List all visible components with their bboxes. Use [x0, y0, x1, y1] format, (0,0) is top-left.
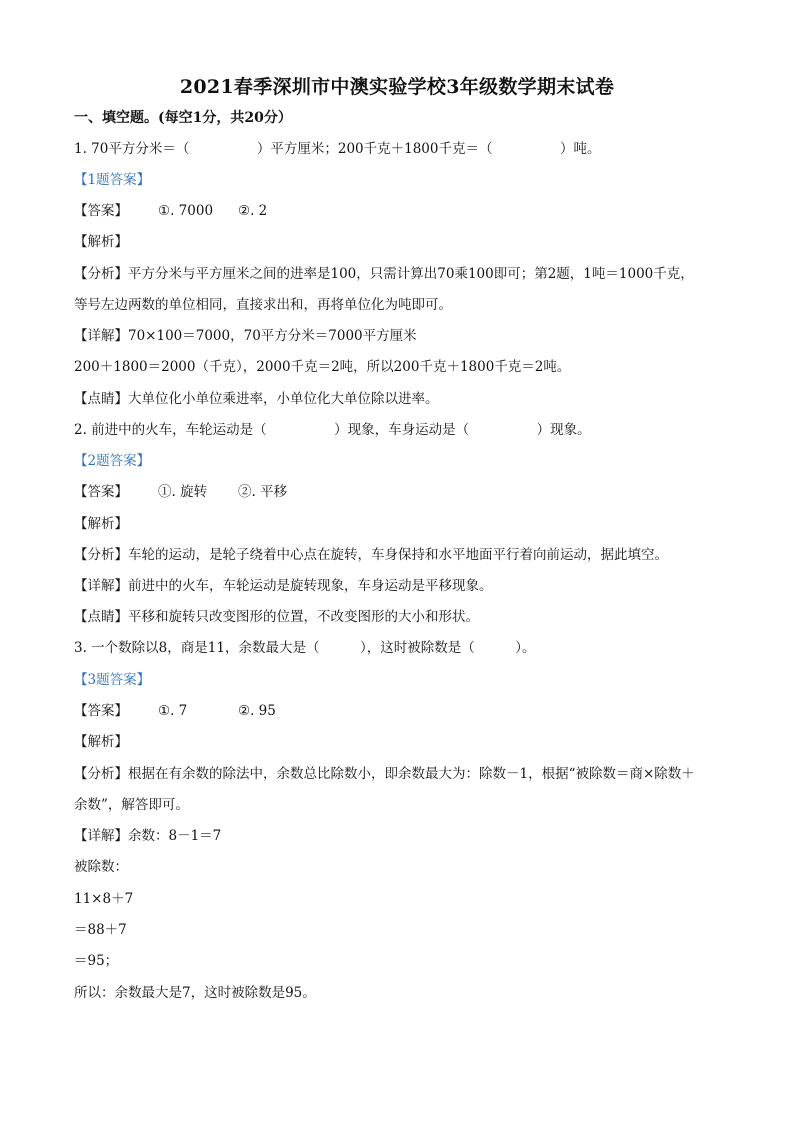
question-3-analysis-header: 【解析】 [74, 734, 128, 750]
question-3-answer-header: 【3题答案】 [74, 672, 151, 688]
question-2-analysis-line: 【分析】车轮的运动，是轮子绕着中心点在旋转，车身保持和水平地面平行着向前运动，据此填空。 [74, 547, 668, 563]
answer-2: ②. 平移 [238, 484, 288, 500]
section-heading: 一、填空题。(每空1分，共20分） [74, 110, 292, 126]
question-3-analysis-line: 余数”，解答即可。 [74, 797, 189, 813]
question-1-comment: 【点睛】大单位化小单位乘进率，小单位化大单位除以进率。 [74, 391, 439, 407]
question-1-answer-header: 【1题答案】 [74, 172, 151, 188]
question-3-detail-line: 被除数： [74, 859, 128, 875]
question-2-answer-header: 【2题答案】 [74, 453, 151, 469]
page-title: 2021春季深圳市中澳实验学校3年级数学期末试卷 [179, 76, 615, 98]
question-1-answer-row [74, 201, 268, 221]
question-3-analysis-line: 【分析】根据在有余数的除法中，余数总比除数小，即余数最大为：除数－1，根据“被除数＝商×除数＋ [74, 766, 695, 782]
question-3-detail-line: 【详解】余数：8－1＝7 [74, 828, 222, 844]
question-1-analysis-header: 【解析】 [74, 234, 128, 250]
question-3-answer-row [74, 701, 276, 721]
question-2-comment: 【点睛】平移和旋转只改变图形的位置，不改变图形的大小和形状。 [74, 609, 479, 625]
question-1-detail-line: 【详解】70×100＝7000，70平方分米＝7000平方厘米 [74, 328, 417, 344]
answer-1: ①. 旋转 [158, 484, 208, 500]
question-3-stem: 3. 一个数除以8，商是11，余数最大是（ ），这时被除数是（ ）。 [74, 640, 536, 656]
answer-label: 【答案】 [74, 703, 128, 719]
question-1-stem: 1. 70平方分米＝（ ）平方厘米；200千克＋1800千克＝（ ）吨。 [74, 141, 601, 157]
answer-2: ②. 2 [238, 203, 268, 219]
question-3-detail-line: ＝95； [74, 953, 119, 969]
answer-1: ①. 7000 [158, 203, 214, 219]
question-3-detail-line: 11×8＋7 [74, 891, 134, 907]
answer-2: ②. 95 [238, 703, 276, 719]
question-1-analysis-line: 【分析】平方分米与平方厘米之间的进率是100，只需计算出70乘100即可；第2题，1吨＝1000千克， [74, 266, 694, 282]
question-2-answer-row [74, 482, 288, 502]
question-1-detail-line: 200＋1800＝2000（千克），2000千克＝2吨，所以200千克＋1800千克＝2吨。 [74, 359, 571, 375]
question-3-detail-line: ＝88＋7 [74, 922, 127, 938]
question-1-analysis-line: 等号左边两数的单位相同，直接求出和，再将单位化为吨即可。 [74, 297, 452, 313]
answer-label: 【答案】 [74, 203, 128, 219]
question-2-stem: 2. 前进中的火车，车轮运动是（ ）现象，车身运动是（ ）现象。 [74, 422, 591, 438]
question-3-detail-line: 所以：余数最大是7，这时被除数是95。 [74, 985, 316, 1001]
answer-label: 【答案】 [74, 484, 128, 500]
question-2-detail-line: 【详解】前进中的火车，车轮运动是旋转现象，车身运动是平移现象。 [74, 578, 493, 594]
answer-1: ①. 7 [158, 703, 188, 719]
question-2-analysis-header: 【解析】 [74, 516, 128, 532]
